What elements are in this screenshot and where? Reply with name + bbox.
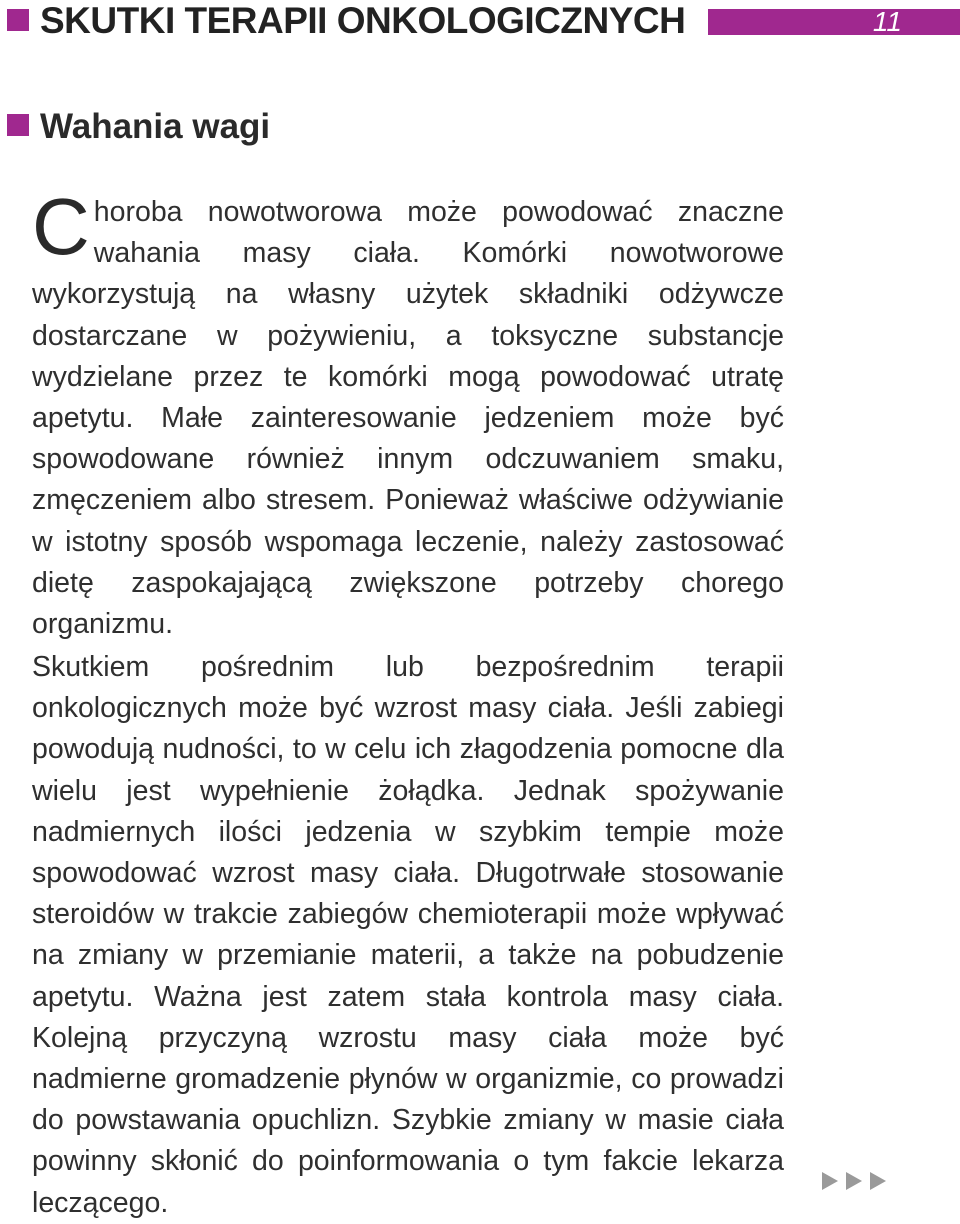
next-page-arrows-icon — [820, 1170, 890, 1192]
paragraph-intro-text: horoba nowotworowa może powodować znaczne wahania masy ciała. Komórki nowotworowe wykorzystują na własny użytek składniki odżywcze dostarczane w pożywieniu, a toksyczne substancje wydzielane przez te komórki mogą powodować utratę apetytu. Małe zainteresowanie jedzeniem może być spowodowane również innym odczuwaniem smaku, zmęczeniem albo stresem. Ponieważ właściwe odżywianie w istotny sposób wspomaga leczenie, należy zastosować dietę zaspokajającą zwiększone potrzeby chorego organizmu. — [32, 196, 784, 641]
section-square-icon — [7, 114, 29, 136]
page-number: 11 — [872, 6, 902, 37]
header-page-bar — [708, 6, 960, 37]
paragraph-intro — [32, 182, 784, 645]
header-square-icon — [7, 9, 29, 31]
page-header — [0, 0, 960, 44]
drop-cap: C — [32, 182, 90, 271]
paragraph-weight-gain: Skutkiem pośrednim lub bezpośrednim terapii onkologicznych może być wzrost masy ciała. Jeśli zabiegi powodują nudności, to w celu ich złagodzenia pomocne dla wielu jest wypełnienie żołądka. Jednak spożywanie nadmiernych ilości jedzenia w szybkim tempie może spowodować wzrost masy ciała. Długotrwałe stosowanie steroidów w trakcie zabiegów chemioterapii może wpływać na zmiany w przemianie materii, a także na pobudzenie apetytu. Ważna jest zatem stała kontrola masy ciała. Kolejną przyczyną wzrostu masy ciała może być nadmierne gromadzenie płynów w organizmie, co prowadzi do powstawania opuchlizn. Szybkie zmiany w masie ciała powinny skłonić do poinformowania o tym fakcie lekarza leczącego. — [32, 651, 784, 1219]
header-title: SKUTKI TERAPII ONKOLOGICZNYCH — [40, 0, 686, 41]
section-title: Wahania wagi — [40, 107, 271, 146]
